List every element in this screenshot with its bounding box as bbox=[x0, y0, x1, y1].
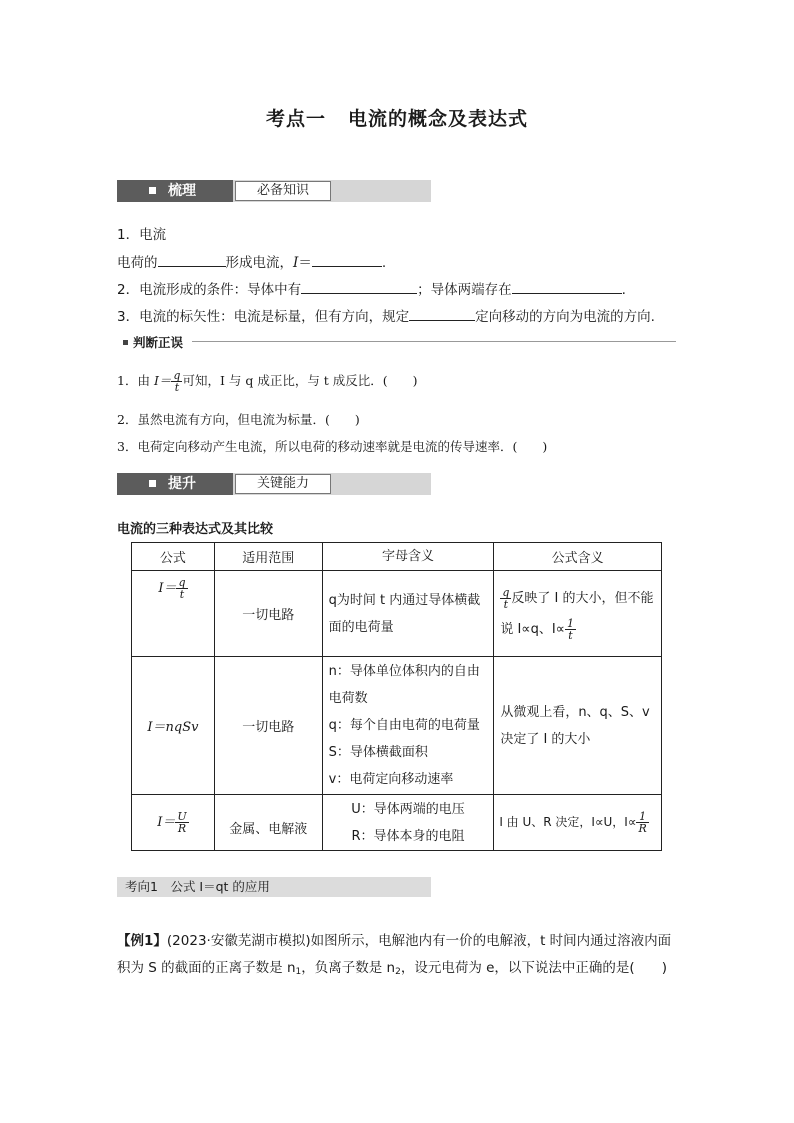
section-tab: 关键能力 bbox=[235, 474, 331, 494]
table-header: 公式含义 bbox=[494, 543, 662, 571]
fill-blank[interactable] bbox=[301, 281, 417, 294]
comparison-table bbox=[131, 542, 662, 851]
page-title: 考点一 电流的概念及表达式 bbox=[265, 108, 529, 130]
sense-cell: 从微观上看，n、q、S、v 决定了 I 的大小 bbox=[494, 657, 662, 795]
table-header: 公式 bbox=[132, 543, 215, 571]
example-line-2: 积为 S 的截面的正离子数是 $n_1$，负离子数是 $n_2$，设元电荷为 e，以下说法中正确的是( ) bbox=[117, 960, 667, 977]
item1-title: 1．电流 bbox=[117, 227, 167, 243]
section-label: 梳理 bbox=[117, 180, 233, 202]
judge-question-2: 2．虽然电流有方向，但电流为标量．( ) bbox=[117, 412, 360, 427]
section-header-improve bbox=[117, 473, 431, 495]
square-icon bbox=[149, 480, 156, 487]
judge-question-1: 1．由 I＝ $\frac{q}{t}$ 可知，I 与 q 成正比，与 t 成反比．( ) bbox=[117, 369, 418, 394]
sense-cell: I 由 U、R 决定，I∝U，I∝ $\frac{1}{R}$ bbox=[494, 795, 662, 851]
table-caption: 电流的三种表达式及其比较 bbox=[117, 522, 274, 537]
section-label: 提升 bbox=[117, 473, 233, 495]
section-tab: 必备知识 bbox=[235, 181, 331, 201]
table-row bbox=[132, 795, 662, 851]
fill-blank[interactable] bbox=[512, 281, 622, 294]
section-header-review bbox=[117, 180, 431, 202]
judge-question-3: 3．电荷定向移动产生电流，所以电荷的移动速率就是电流的传导速率．( ) bbox=[117, 439, 548, 454]
table-row bbox=[132, 657, 662, 795]
fill-blank[interactable] bbox=[312, 254, 382, 267]
item2-text: 2．电流形成的条件：导体中有 ；导体两端存在 . bbox=[117, 282, 626, 298]
meaning-cell: n：导体单位体积内的自由 电荷数 q：每个自由电荷的电荷量 S：导体横截面积 v：电荷定向移动速率 bbox=[322, 657, 494, 795]
item3-text: 3．电流的标矢性：电流是标量，但有方向，规定 定向移动的方向为电流的方向. bbox=[117, 309, 655, 325]
fill-blank[interactable] bbox=[158, 254, 226, 267]
meaning-cell: U：导体两端的电压 R：导体本身的电阻 bbox=[322, 795, 494, 851]
fill-blank[interactable] bbox=[409, 308, 475, 321]
sense-cell: $\frac{q}{t}$ 反映了 I 的大小，但不能 说 I∝q、I∝ $\frac{1}{t}$ bbox=[494, 571, 662, 657]
formula-cell: I＝nqSv bbox=[132, 657, 215, 795]
table-header-row bbox=[132, 543, 662, 571]
scope-cell: 一切电路 bbox=[214, 657, 322, 795]
scope-cell: 金属、电解液 bbox=[214, 795, 322, 851]
square-icon bbox=[149, 187, 156, 194]
table-header: 适用范围 bbox=[214, 543, 322, 571]
example-tag: 【例1】 bbox=[117, 933, 167, 949]
formula-cell: I＝ $\frac{q}{t}$ bbox=[132, 571, 215, 657]
table-header: 字母含义 bbox=[322, 543, 494, 571]
meaning-cell: q为时间 t 内通过导体横截 面的电荷量 bbox=[322, 571, 494, 657]
scope-cell: 一切电路 bbox=[214, 571, 322, 657]
formula-cell: I＝ $\frac{U}{R}$ bbox=[132, 795, 215, 851]
divider bbox=[192, 341, 676, 342]
square-icon bbox=[123, 340, 128, 345]
kaoxiang-header: 考向1 公式 I＝qt 的应用 bbox=[117, 877, 431, 897]
example-line-1: 【例1】(2023·安徽芜湖市模拟)如图所示，电解池内有一价的电解液，t 时间内通过溶液内面 bbox=[117, 933, 672, 949]
judge-label: 判断正误 bbox=[117, 333, 183, 351]
table-row bbox=[132, 571, 662, 657]
item1-text: 电荷的 形成电流，I＝ . bbox=[117, 255, 387, 271]
